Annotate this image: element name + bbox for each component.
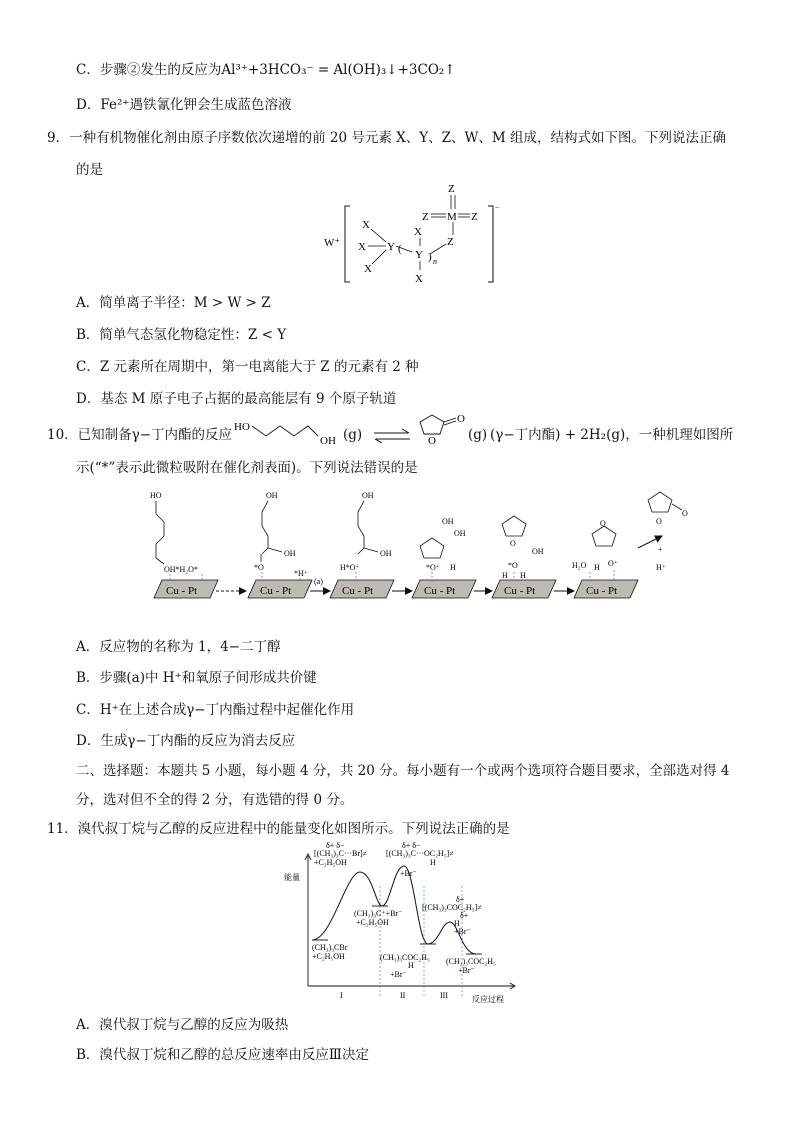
svg-text:H: H xyxy=(430,858,436,867)
q9-option-c: C．Z 元素所在周期中，第一电离能大于 Z 的元素有 2 种 xyxy=(76,359,419,375)
q10-lactone-ring-o: O xyxy=(428,435,436,446)
catalyst-surface-2 xyxy=(248,580,312,598)
q9-left-bracket xyxy=(345,206,350,282)
q9-atom-x1: X xyxy=(362,219,370,231)
svg-text:O: O xyxy=(656,517,662,526)
catalyst-surface-5 xyxy=(492,580,556,598)
svg-text:+C₂H₅OH: +C₂H₅OH xyxy=(356,918,389,927)
svg-text:+: + xyxy=(658,545,663,554)
q9-charge: − xyxy=(495,203,500,212)
q10-reactant-ho: HO xyxy=(234,421,250,433)
svg-text:+C₂H₅OH: +C₂H₅OH xyxy=(312,952,345,961)
q11-option-b: B．溴代叔丁烷和乙醇的总反应速率由反应Ⅲ决定 xyxy=(76,1047,369,1063)
svg-text:*H⁺: *H⁺ xyxy=(294,569,308,578)
svg-text:Cu - Pt: Cu - Pt xyxy=(342,585,374,597)
svg-text:+Br⁻: +Br⁻ xyxy=(454,927,471,936)
q9-option-a: A．简单离子半径：M > W > Z xyxy=(76,295,271,311)
svg-text:Cu - Pt: Cu - Pt xyxy=(166,585,198,597)
q10-product-state: (g) xyxy=(468,427,488,443)
svg-text:+Br⁻: +Br⁻ xyxy=(458,966,475,975)
svg-text:H: H xyxy=(502,571,508,580)
svg-text:OH: OH xyxy=(362,491,374,500)
equilibrium-arrow-icon xyxy=(372,428,412,444)
q9-atom-y2: Y xyxy=(415,249,423,261)
q10-option-c: C．H⁺在上述合成γ−丁内酯过程中起催化作用 xyxy=(76,702,355,718)
q10-stem-part-b: (γ−丁内酯) + 2H₂(g)，一种机理如图所 xyxy=(490,427,734,443)
svg-text:Cu - Pt: Cu - Pt xyxy=(260,585,292,597)
svg-text:+Br⁻: +Br⁻ xyxy=(390,970,407,979)
transition-state-2-label: [(CH₃)₃C···OC₂H₅]≠ xyxy=(386,849,454,858)
svg-text:H₂O: H₂O xyxy=(572,561,587,570)
q10-option-b: B．步骤(a)中 H⁺和氧原子间形成共价键 xyxy=(76,670,317,686)
section2-header-line1: 二、选择题：本题共 5 小题，每小题 4 分，共 20 分。每小题有一个或两个选项符合题目要求，全部选对得 4 xyxy=(76,763,730,779)
svg-text:*O: *O xyxy=(254,563,264,572)
q9-atom-z1: Z xyxy=(447,236,454,248)
q9-atom-y1: Y xyxy=(387,241,395,253)
svg-text:H: H xyxy=(594,563,600,572)
svg-text:O: O xyxy=(682,509,688,518)
mechanism-species-5 xyxy=(502,516,544,580)
q10-mechanism-diagram xyxy=(142,486,702,606)
svg-text:H⁺: H⁺ xyxy=(656,563,666,572)
q11-option-a: A．溴代叔丁烷与乙醇的反应为吸热 xyxy=(76,1017,289,1033)
svg-text:H: H xyxy=(408,961,414,970)
q10-stem-part-a: 10．已知制备γ−丁内酯的反应 xyxy=(47,427,233,443)
q9-atom-z-left: Z xyxy=(422,211,429,223)
svg-text:δ+: δ+ xyxy=(456,895,465,904)
q10-lactone-structure xyxy=(412,410,472,446)
q9-atom-x4: X xyxy=(414,226,422,238)
svg-text:HO: HO xyxy=(150,491,162,500)
q10-stem-line2: 示(“*”表示此微粒吸附在催化剂表面)。下列说法错误的是 xyxy=(76,460,418,476)
mechanism-species-6 xyxy=(572,519,618,580)
svg-text:Cu - Pt: Cu - Pt xyxy=(504,585,536,597)
reactant-level-label: (CH₃)₃CBr xyxy=(312,943,348,952)
q9-option-d: D．基态 M 原子电子占据的最高能层有 9 个原子轨道 xyxy=(76,391,397,407)
q11-energy-diagram xyxy=(282,836,522,1006)
svg-text:*O: *O xyxy=(508,561,518,570)
mechanism-species-3 xyxy=(340,491,392,580)
q9-right-bracket xyxy=(488,206,493,282)
svg-text:δ+ δ−: δ+ δ− xyxy=(326,841,345,850)
svg-text:OH: OH xyxy=(442,517,454,526)
q9-paren-close: ) xyxy=(428,251,432,263)
q10-reactant-oh: OH xyxy=(320,435,336,447)
svg-text:H*O⁺: H*O⁺ xyxy=(340,563,360,572)
section2-header-line2: 分，选对但不全的得 2 分，有选错的得 0 分。 xyxy=(76,792,354,808)
svg-text:OH: OH xyxy=(284,549,296,558)
q10-reactant-structure xyxy=(232,414,342,448)
intermediate-1-label: (CH₃)₃C⁺+Br⁻ xyxy=(354,909,403,918)
reaction-progress-label: 反应过程 xyxy=(472,995,504,1004)
mechanism-product-lactone xyxy=(648,492,688,572)
mechanism-species-4 xyxy=(420,517,466,580)
mechanism-species-1 xyxy=(150,491,202,580)
catalyst-surface-6 xyxy=(574,580,638,598)
svg-text:H: H xyxy=(454,919,460,928)
q9-atom-x2: X xyxy=(358,241,366,253)
mechanism-step-a-label: (a) xyxy=(314,577,323,586)
q9-stem-line1: 9．一种有机物催化剂由原子序数依次递增的前 20 号元素 X、Y、Z、W、M 组成，结构式如下图。下列说法正确 xyxy=(47,130,727,146)
q11-stem: 11．溴代叔丁烷与乙醇的反应进程中的能量变化如图所示。下列说法正确的是 xyxy=(47,821,510,837)
catalyst-surface-3 xyxy=(330,580,394,598)
q9-atom-z-top: Z xyxy=(448,183,455,195)
q10-lactone-carbonyl-o: O xyxy=(457,413,465,425)
svg-text:+Br⁻: +Br⁻ xyxy=(400,869,417,878)
catalyst-surface-4 xyxy=(412,580,476,598)
q9-paren-open: ( xyxy=(398,243,402,255)
q10-option-d: D．生成γ−丁内酯的反应为消去反应 xyxy=(76,733,296,749)
svg-text:Cu - Pt: Cu - Pt xyxy=(424,585,456,597)
svg-text:OH*H₂O*: OH*H₂O* xyxy=(164,565,198,574)
transition-state-3-label: [(CH₃)₃COC₂H₅]≠ xyxy=(422,903,482,912)
product-level-label: (CH₃)₃COC₂H₅ xyxy=(446,957,496,966)
svg-text:O⁺: O⁺ xyxy=(608,559,618,568)
region-label-2: II xyxy=(400,991,406,1000)
q10-reactant-state: (g) xyxy=(343,427,363,443)
q9-atom-z-right: Z xyxy=(471,211,478,223)
q9-structure-diagram xyxy=(318,180,518,290)
svg-text:OH: OH xyxy=(454,529,466,538)
q9-atom-m: M xyxy=(447,211,457,223)
svg-text:O: O xyxy=(600,519,606,528)
svg-text:*O⁺: *O⁺ xyxy=(426,563,440,572)
svg-text:OH: OH xyxy=(266,491,278,500)
q8-option-d: D．Fe²⁺遇铁氰化钾会生成蓝色溶液 xyxy=(76,97,292,113)
region-label-1: I xyxy=(340,991,343,1000)
svg-text:Cu - Pt: Cu - Pt xyxy=(586,585,618,597)
svg-text:+C₂H₅OH: +C₂H₅OH xyxy=(314,858,347,867)
catalyst-surface-1 xyxy=(154,580,218,598)
svg-text:O: O xyxy=(510,539,516,548)
svg-text:H: H xyxy=(520,571,526,580)
q8-option-c: C．步骤②发生的反应为Al³⁺+3HCO₃⁻ = Al(OH)₃↓+3CO₂↑ xyxy=(76,62,456,78)
q9-stem-line2: 的是 xyxy=(76,162,103,178)
region-label-3: III xyxy=(440,991,448,1000)
q9-atom-x3: X xyxy=(364,263,372,275)
q9-subscript-n: n xyxy=(433,257,437,266)
svg-text:δ+: δ+ xyxy=(460,911,469,920)
svg-text:δ+ δ−: δ+ δ− xyxy=(402,841,421,850)
q9-atom-x5: X xyxy=(415,273,423,285)
q9-option-b: B．简单气态氢化物稳定性：Z < Y xyxy=(76,327,287,343)
energy-axis-label: 能量 xyxy=(284,873,300,882)
q9-cation-w: W⁺ xyxy=(324,237,341,249)
intermediate-2-label: (CH₃)₃COC₂H₅ xyxy=(380,953,430,962)
svg-text:OH: OH xyxy=(380,549,392,558)
transition-state-1-label: [(CH₃)₃C···Br]≠ xyxy=(314,849,368,858)
q10-option-a: A．反应物的名称为 1，4−二丁醇 xyxy=(76,639,281,655)
mechanism-species-2 xyxy=(254,491,308,580)
svg-text:H: H xyxy=(450,563,456,572)
svg-text:OH: OH xyxy=(532,547,544,556)
